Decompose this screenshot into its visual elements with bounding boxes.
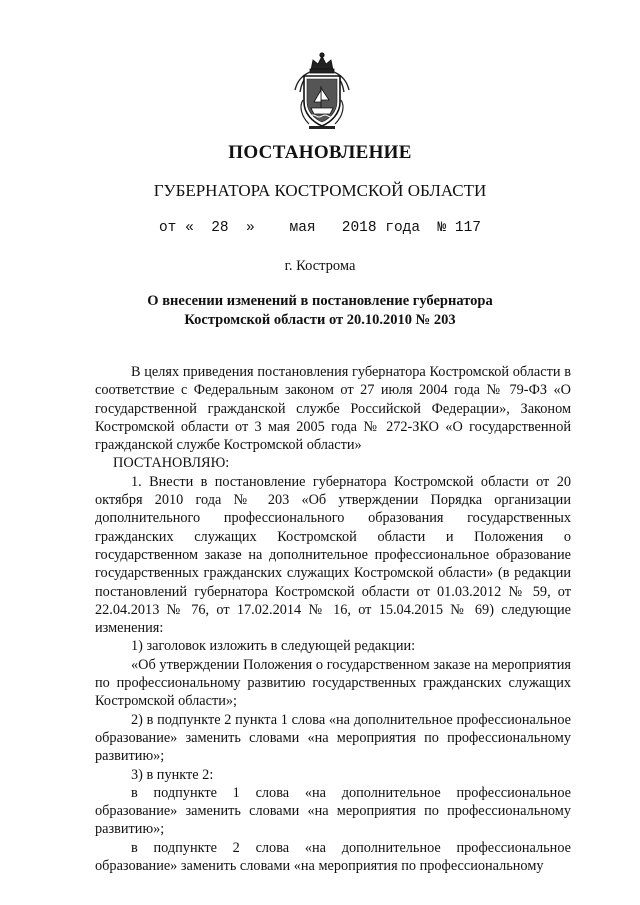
date-close: »	[246, 220, 255, 236]
paragraph-item-1: 1. Внести в постановление губернатора Костромской области от 20 октября 2010 года № 203 «Об утверждении Порядка организации дополнительного профессионального образования государственных гражданских служащих Костромской области и Положения о государственном заказе на дополнительное профессиональное образование государственных гражданских служащих Костромской области» (в редакции постановлений губернатора Костромской области от 01.03.2012 № 59, от 22.04.2013 № 76, от 17.02.2014 № 16, от 15.04.2015 № 69) следующие изменения:	[95, 473, 571, 637]
kostroma-coat-of-arms-icon	[291, 50, 353, 132]
paragraph-subitem-3: 3) в пункте 2:	[131, 766, 214, 783]
issuer-label: ГУБЕРНАТОРА КОСТРОМСКОЙ ОБЛАСТИ	[153, 181, 487, 200]
paragraph-subitem-2: 2) в подпункте 2 пункта 1 слова «на дополнительное профессиональное образование» заменить словами «на мероприятия по профессиональному развитию»;	[95, 711, 571, 765]
date-month: мая	[289, 220, 316, 236]
date-line	[0, 220, 640, 236]
number-sign: №	[437, 220, 447, 236]
paragraph-preamble: В целях приведения постановления губернатора Костромской области в соответствие с Федеральным законом от 27 июля 2004 года № 79-ФЗ «О государственной гражданской службе Российской Федерации», Законом Костромской области от 3 мая 2005 года № 272-ЗКО «О государственной гражданской службе Костромской области»	[95, 364, 571, 454]
paragraph-subitem-1: 1) заголовок изложить в следующей редакции:	[131, 638, 416, 655]
heading-line-1: О внесении изменений в постановление губернатора	[147, 293, 493, 309]
paragraph-decree: ПОСТАНОВЛЯЮ:	[113, 455, 230, 472]
document-subtitle	[0, 181, 640, 201]
date-day: 28	[211, 220, 229, 236]
document-number: 117	[454, 220, 481, 236]
paragraph-subitem-3-b: в подпункте 2 слова «на дополнительное профессиональное образование» заменить словами «на мероприятия по профессиональному	[95, 839, 571, 875]
paragraph-new-title: «Об утверждении Положения о государственном заказе на мероприятия по профессиональному развитию государственных гражданских служащих Костромской области»;	[95, 656, 571, 710]
date-year: 2018 года	[341, 220, 421, 236]
heading-line-2: Костромской области от 20.10.2010 № 203	[184, 312, 456, 328]
document-heading	[100, 292, 540, 330]
document-title: ПОСТАНОВЛЕНИЕ	[228, 142, 412, 163]
date-prefix: от «	[158, 220, 194, 236]
document-body	[95, 363, 571, 875]
city-label: г. Кострома	[284, 258, 356, 274]
paragraph-subitem-3-a: в подпункте 1 слова «на дополнительное профессиональное образование» заменить словами «на мероприятия по профессиональному развитию»;	[95, 784, 571, 838]
